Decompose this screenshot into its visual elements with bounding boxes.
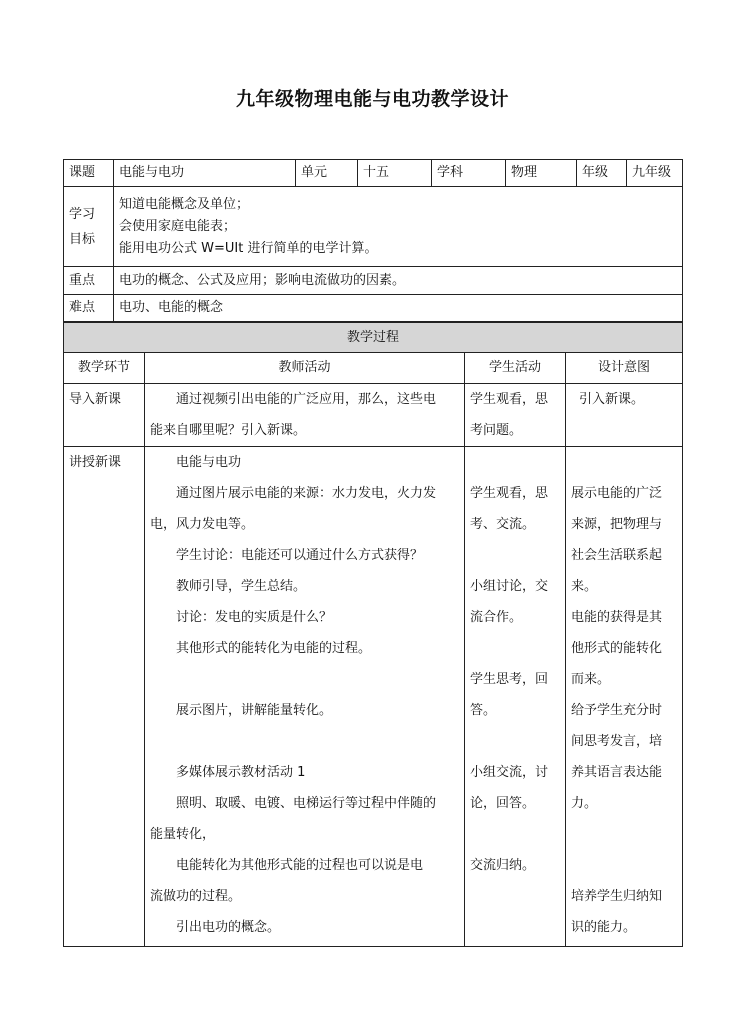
intro-intent bbox=[566, 384, 683, 447]
col-header-stage: 教学环节 bbox=[64, 353, 145, 384]
intent-line: 引入新课。 bbox=[579, 392, 645, 407]
intent-line: 而来。 bbox=[571, 672, 611, 687]
teacher-line: 通过视频引出电能的广泛应用，那么，这些电 bbox=[176, 392, 437, 407]
main-teacher bbox=[145, 447, 465, 947]
topic-value: 电能与电功 bbox=[114, 160, 296, 187]
grade-label: 年级 bbox=[577, 160, 627, 187]
intro-stage bbox=[64, 384, 145, 447]
spacer bbox=[150, 726, 459, 757]
process-table bbox=[63, 322, 683, 947]
teacher-line: 讨论：发电的实质是什么？ bbox=[176, 610, 333, 625]
difficult-points-label: 难点 bbox=[64, 295, 114, 322]
student-line: 学生观看，思 bbox=[470, 392, 549, 407]
student-line: 考问题。 bbox=[470, 423, 523, 438]
topic-label: 课题 bbox=[64, 160, 114, 187]
subject-value: 物理 bbox=[506, 160, 577, 187]
goal-line: 知道电能概念及单位； bbox=[119, 196, 250, 212]
teacher-line: 教师引导，学生总结。 bbox=[176, 579, 307, 594]
intent-line: 来源，把物理与 bbox=[571, 517, 663, 532]
teacher-line: 能来自哪里呢？引入新课。 bbox=[150, 423, 307, 438]
spacer bbox=[470, 726, 560, 757]
intent-line: 他形式的能转化 bbox=[571, 641, 663, 656]
teacher-line: 学生讨论：电能还可以通过什么方式获得？ bbox=[176, 548, 424, 563]
goal-line: 会使用家庭电能表； bbox=[119, 218, 237, 234]
student-line: 流合作。 bbox=[470, 610, 523, 625]
teacher-line: 通过图片展示电能的来源：水力发电，火力发 bbox=[176, 486, 437, 501]
unit-value: 十五 bbox=[358, 160, 432, 187]
main-intent bbox=[566, 447, 683, 947]
teacher-line: 多媒体展示教材活动 1 bbox=[176, 765, 306, 780]
spacer bbox=[470, 633, 560, 664]
goals-label-line-1: 学习 bbox=[69, 206, 96, 222]
intent-line: 培养学生归纳知 bbox=[571, 889, 663, 904]
process-header: 教学过程 bbox=[64, 323, 683, 353]
spacer bbox=[470, 540, 560, 571]
goals-content bbox=[114, 187, 683, 267]
student-line: 答。 bbox=[470, 703, 497, 718]
teacher-line: 引出电功的概念。 bbox=[176, 920, 281, 935]
col-header-student: 学生活动 bbox=[465, 353, 566, 384]
teacher-line: 其他形式的能转化为电能的过程。 bbox=[176, 641, 372, 656]
stage-text: 讲授新课 bbox=[69, 455, 122, 470]
teacher-line: 电，风力发电等。 bbox=[150, 517, 255, 532]
stage-text: 导入新课 bbox=[69, 392, 122, 407]
key-points-label: 重点 bbox=[64, 267, 114, 295]
intro-student bbox=[465, 384, 566, 447]
student-line: 学生观看，思 bbox=[470, 486, 549, 501]
teacher-line: 能量转化， bbox=[150, 827, 216, 842]
student-line: 论，回答。 bbox=[470, 796, 536, 811]
grade-value: 九年级 bbox=[627, 160, 683, 187]
col-header-intent: 设计意图 bbox=[566, 353, 683, 384]
info-table bbox=[63, 159, 683, 322]
intent-line: 养其语言表达能 bbox=[571, 765, 663, 780]
goal-line: 能用电功公式 W=UIt 进行简单的电学计算。 bbox=[119, 240, 378, 256]
teacher-line: 照明、取暖、电镀、电梯运行等过程中伴随的 bbox=[176, 796, 437, 811]
intent-line: 间思考发言，培 bbox=[571, 734, 663, 749]
intent-line: 识的能力。 bbox=[571, 920, 637, 935]
key-points-value: 电功的概念、公式及应用；影响电流做功的因素。 bbox=[114, 267, 683, 295]
main-stage bbox=[64, 447, 145, 947]
teacher-line: 展示图片，讲解能量转化。 bbox=[176, 703, 333, 718]
intent-line: 给予学生充分时 bbox=[571, 703, 663, 718]
intro-teacher bbox=[145, 384, 465, 447]
spacer bbox=[150, 664, 459, 695]
main-student bbox=[465, 447, 566, 947]
page-title: 九年级物理电能与电功教学设计 bbox=[235, 88, 509, 110]
student-line: 考、交流。 bbox=[470, 517, 536, 532]
student-line: 小组交流，讨 bbox=[470, 765, 549, 780]
spacer bbox=[571, 850, 677, 881]
goals-label bbox=[64, 187, 114, 267]
intent-line: 展示电能的广泛 bbox=[571, 486, 663, 501]
student-line: 学生思考，回 bbox=[470, 672, 549, 687]
teacher-line: 电能转化为其他形式能的过程也可以说是电 bbox=[176, 858, 424, 873]
subject-label: 学科 bbox=[432, 160, 506, 187]
goals-label-line-2: 目标 bbox=[69, 231, 96, 247]
intent-line: 电能的获得是其 bbox=[571, 610, 663, 625]
spacer bbox=[571, 819, 677, 850]
teacher-line: 流做功的过程。 bbox=[150, 889, 242, 904]
student-line: 交流归纳。 bbox=[470, 858, 536, 873]
difficult-points-value: 电功、电能的概念 bbox=[114, 295, 683, 322]
spacer bbox=[470, 447, 560, 478]
intent-line: 力。 bbox=[571, 796, 598, 811]
col-header-teacher: 教师活动 bbox=[145, 353, 465, 384]
spacer bbox=[470, 819, 560, 850]
student-line: 小组讨论，交 bbox=[470, 579, 549, 594]
intent-line: 社会生活联系起 bbox=[571, 548, 663, 563]
intent-line: 来。 bbox=[571, 579, 598, 594]
spacer bbox=[571, 447, 677, 478]
unit-label: 单元 bbox=[296, 160, 358, 187]
teacher-line: 电能与电功 bbox=[176, 455, 242, 470]
